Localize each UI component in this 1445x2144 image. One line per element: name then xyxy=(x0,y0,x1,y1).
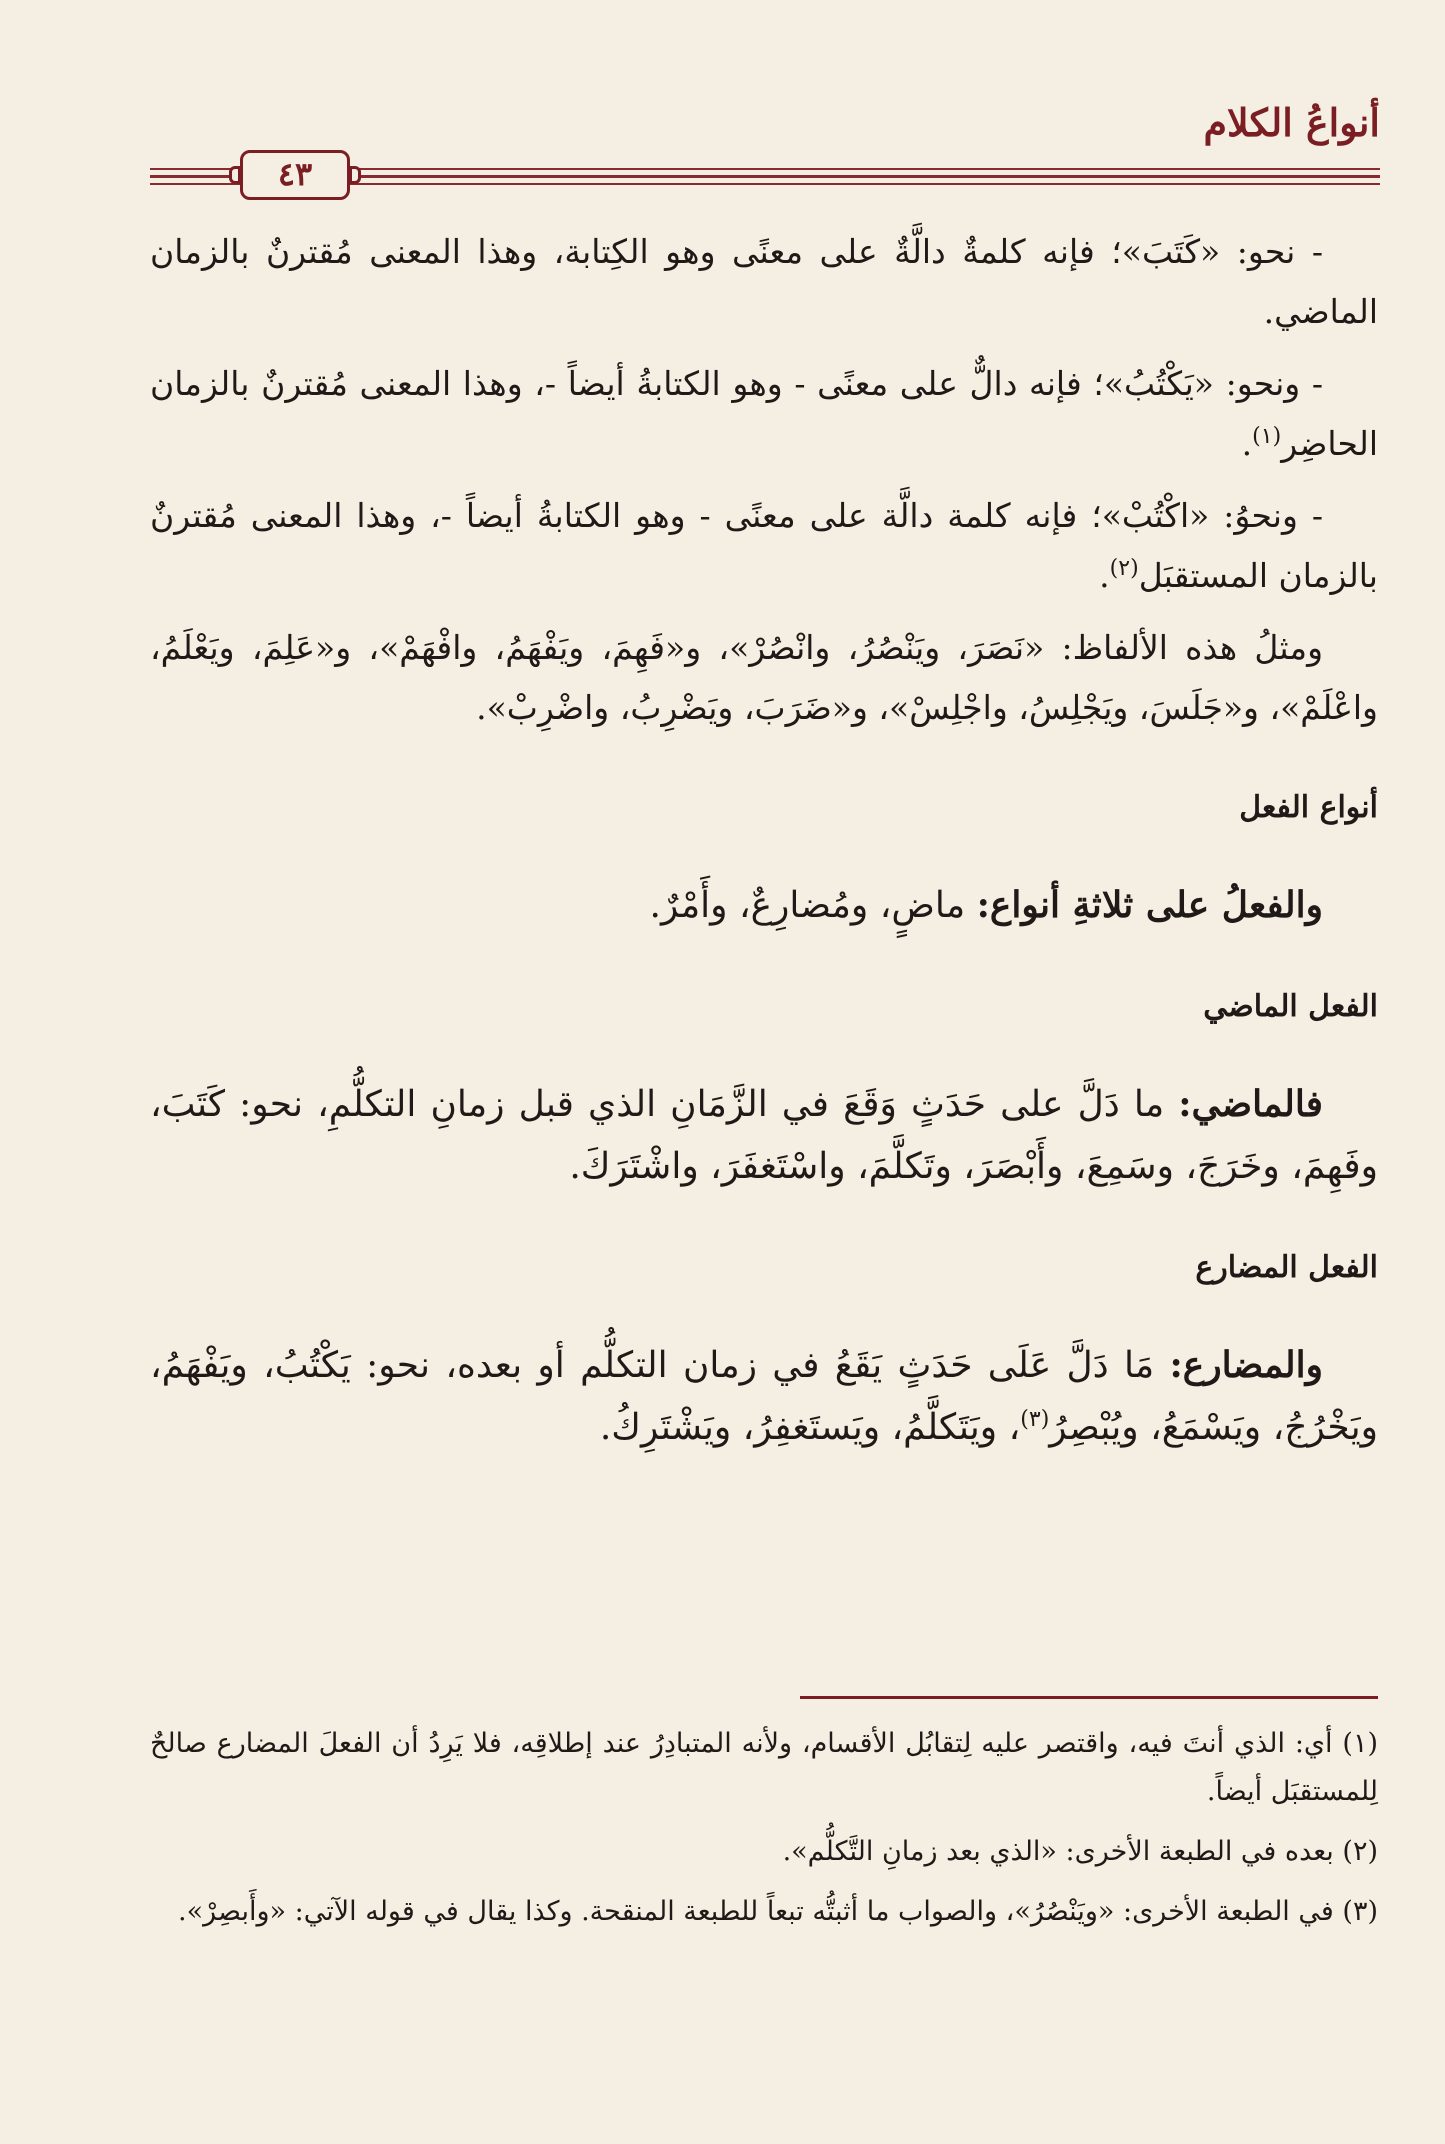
footnote-number: (٣) xyxy=(1342,1896,1378,1927)
footnote xyxy=(150,1828,1378,1876)
footnote xyxy=(150,1720,1378,1816)
paragraph xyxy=(150,1073,1378,1198)
paragraph xyxy=(150,874,1378,937)
section-heading: الفعل المضارع xyxy=(1195,1250,1378,1285)
footnote-number: (٢) xyxy=(1342,1836,1378,1867)
paragraph-text: - ونحوُ: «اكْتُبْ»؛ فإنه كلمة دالَّة على معنًى - وهو الكتابةُ أيضاً -، وهذا المعنى مُقترنٌ بالزمان المستقبَل xyxy=(150,496,1378,595)
paragraph-end: ، ويَتَكلَّمُ، ويَستَغفِرُ، ويَشْتَرِكُ. xyxy=(599,1407,1021,1448)
paragraph xyxy=(150,354,1378,474)
paragraph: - نحو: «كَتَبَ»؛ فإنه كلمةٌ دالَّةٌ على معنًى وهو الكِتابة، وهذا المعنى مُقترنٌ بالزمان الماضي. xyxy=(150,232,1378,331)
paragraph-text: مَا دَلَّ عَلَى حَدَثٍ يَقَعُ في زمان التكلُّم أو بعده، نحو: يَكْتُبُ، ويَفْهَمُ، ويَخْرُجُ، ويَسْمَعُ، ويُبْصِرُ xyxy=(150,1345,1378,1448)
paragraph xyxy=(150,1334,1378,1459)
footnote-ref[interactable]: (٣) xyxy=(1020,1407,1050,1432)
paragraph-text: ماضٍ، ومُضارِعٌ، وأَمْرٌ. xyxy=(649,885,977,926)
footnote-ref[interactable]: (٢) xyxy=(1109,556,1139,581)
paragraph-text: ما دَلَّ على حَدَثٍ وَقَعَ في الزَّمَانِ الذي قبل زمانِ التكلُّمِ، نحو: كَتَبَ، وفَهِمَ، وخَرَجَ، وسَمِعَ، وأَبْصَرَ، وتَكلَّمَ، واسْتَغفَرَ، واشْتَرَكَ. xyxy=(150,1084,1378,1187)
paragraph xyxy=(150,486,1378,606)
page-header xyxy=(150,100,1380,193)
footnotes xyxy=(150,1720,1378,1948)
page-number: ٤٣ xyxy=(240,150,350,200)
paragraph-end: . xyxy=(1099,556,1110,595)
section-heading: أنواع الفعل xyxy=(1239,790,1378,825)
footnote-text: أي: الذي أنتَ فيه، واقتصر عليه لِتقابُل الأقسام، ولأنه المتبادِرُ عند إطلاقِه، فلا يَرِدُ أن الفعلَ المضارع صالحٌ لِلمستقبَل أيضاً. xyxy=(150,1728,1378,1807)
paragraph-end: . xyxy=(1241,424,1253,463)
paragraph-text: - ونحو: «يَكْتُبُ»؛ فإنه دالٌّ على معنًى - وهو الكتابةُ أيضاً -، وهذا المعنى مُقترنٌ بالزمان الحاضِر xyxy=(150,364,1378,463)
paragraph-lead: فالماضي: xyxy=(1178,1083,1323,1125)
paragraph-lead: والفعلُ على ثلاثةِ أنواع: xyxy=(976,884,1323,926)
section-heading: الفعل الماضي xyxy=(1203,989,1378,1024)
footnote-separator xyxy=(800,1696,1378,1699)
footnote xyxy=(150,1888,1378,1936)
paragraph-lead: والمضارع: xyxy=(1169,1344,1323,1386)
main-text xyxy=(150,222,1378,1471)
footnote-text: في الطبعة الأخرى: «ويَنْصُرُ»، والصواب ما أثبتُّه تبعاً للطبعة المنقحة. وكذا يقال في قوله الآتي: «وأَبصِرْ». xyxy=(178,1896,1334,1927)
footnote-number: (١) xyxy=(1342,1728,1379,1759)
footnote-text: بعده في الطبعة الأخرى: «الذي بعد زمانِ التَّكلُّم». xyxy=(782,1836,1334,1867)
paragraph: ومثلُ هذه الألفاظ: «نَصَرَ، ويَنْصُرُ، وانْصُرْ»، و«فَهِمَ، ويَفْهَمُ، وافْهَمْ»، و«عَلِمَ، ويَعْلَمُ، واعْلَمْ»، و«جَلَسَ، ويَجْلِسُ، واجْلِسْ»، و«ضَرَبَ، ويَضْرِبُ، واضْرِبْ». xyxy=(150,628,1378,727)
running-title: أنواعُ الكلام xyxy=(1203,100,1380,145)
footnote-ref[interactable]: (١) xyxy=(1252,424,1282,449)
